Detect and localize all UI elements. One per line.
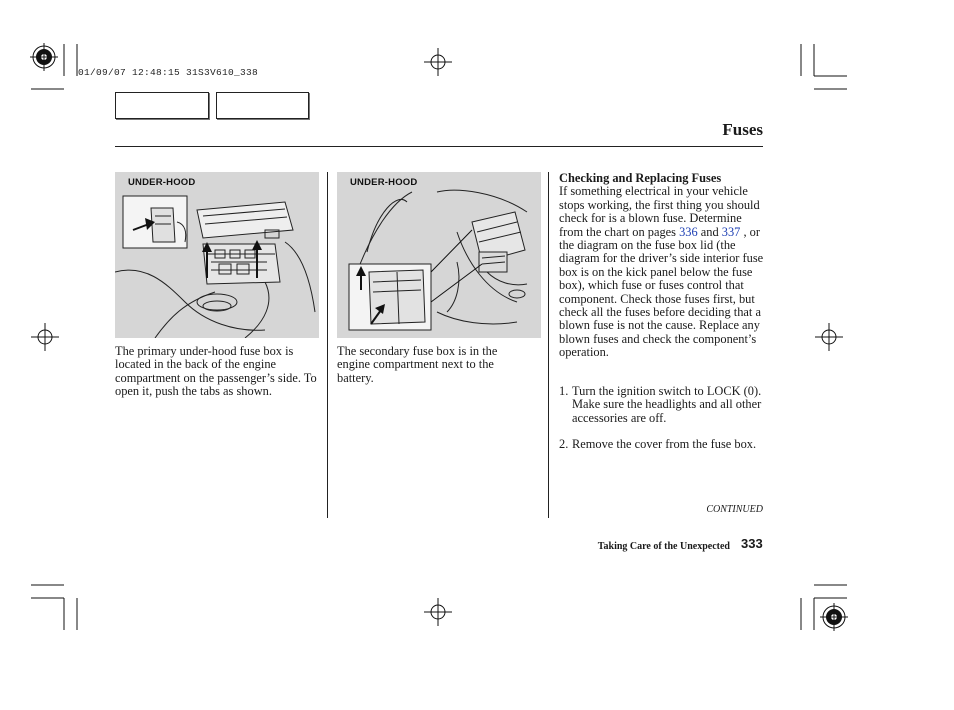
step-number: 2.: [559, 437, 569, 451]
paragraph-text: If something electrical in your vehicle stops working, the first thing you should check for is a blown fuse. Determine from the chart on pages: [559, 184, 760, 239]
section-heading: Checking and Replacing Fuses: [559, 171, 722, 185]
checking-fuses-section: [559, 172, 765, 360]
figure-secondary-fuse-box: [337, 172, 541, 338]
primary-fuse-box-illustration: [115, 172, 319, 338]
step-number: 1.: [559, 384, 569, 398]
column-divider-2: [548, 172, 549, 518]
list-item: [559, 438, 765, 451]
print-stamp: 01/09/07 12:48:15 31S3V610_338: [78, 67, 259, 78]
paragraph-text: and: [697, 224, 722, 239]
nav-tab-box-1: [115, 92, 209, 119]
page-number: 333: [741, 536, 763, 551]
secondary-fuse-box-caption: The secondary fuse box is in the engine compartment next to the battery.: [337, 344, 498, 385]
page-title: Fuses: [722, 120, 763, 139]
list-item: [559, 385, 765, 425]
primary-fuse-box-caption: The primary under-hood fuse box is located in the back of the engine compartment on the passenger’s side. To open it, push the tabs as shown.: [115, 344, 317, 399]
figure-label: UNDER-HOOD: [128, 177, 196, 188]
column-divider-1: [327, 172, 328, 518]
nav-tab-box-2: [216, 92, 309, 119]
figure-label: UNDER-HOOD: [350, 177, 418, 188]
checking-fuses-paragraph: [559, 185, 765, 359]
page-336-link[interactable]: 336: [679, 224, 698, 239]
step-text: Remove the cover from the fuse box.: [572, 437, 757, 451]
page-337-link[interactable]: 337: [721, 224, 741, 239]
continued-label: CONTINUED: [706, 504, 763, 515]
paragraph-text: , or the diagram on the fuse box lid (the diagram for the driver’s side interior fuse box is on the kick panel below the fuse box), which fuse or fuses control that component. Check those fuses first, but check all the fuses before deciding that a blown fuse is not the cause. Replace any blown fuses and check the component’s operation.: [559, 224, 764, 360]
secondary-fuse-box-illustration: [337, 172, 541, 338]
footer-section-name: Taking Care of the Unexpected: [597, 541, 730, 552]
header-rule: [115, 146, 763, 147]
step-text: Turn the ignition switch to LOCK (0). Make sure the headlights and all other accessories are off.: [572, 384, 762, 425]
figure-primary-fuse-box: [115, 172, 319, 338]
